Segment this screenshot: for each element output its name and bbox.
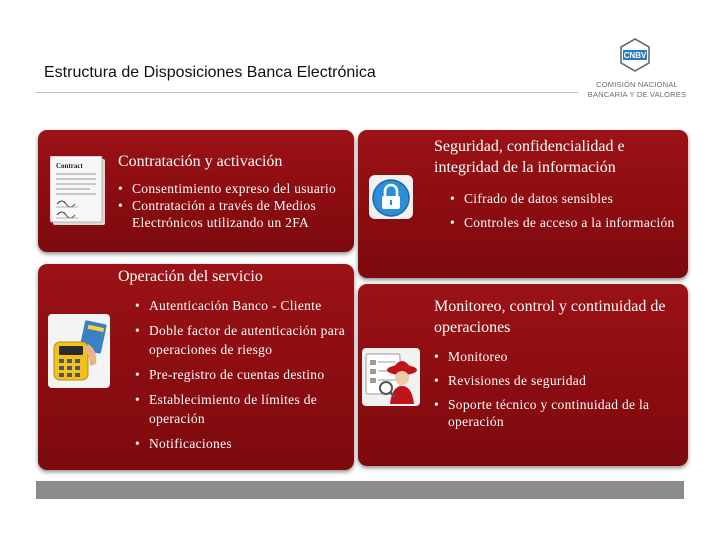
cnbv-badge-icon xyxy=(618,38,652,72)
list-item: • Contratación a través de Medios Electrónicos utilizando un 2FA xyxy=(118,197,348,231)
list-item: • Controles de acceso a la información xyxy=(450,212,682,234)
list-item: • Soporte técnico y continuidad de la operación xyxy=(434,396,684,430)
panel-contratacion xyxy=(38,130,354,252)
bullet-list xyxy=(450,188,682,234)
panel-title: Seguridad, confidencialidad e integridad de la información xyxy=(434,138,625,176)
svg-text:Contract: Contract xyxy=(56,162,83,170)
panel-title: Operación del servicio xyxy=(118,268,263,285)
panel-title: Contratación y activación xyxy=(118,153,283,170)
page-title: Estructura de Disposiciones Banca Electrónica xyxy=(44,64,376,81)
panel-monitoreo xyxy=(358,284,688,466)
contract-document-icon xyxy=(50,156,110,228)
spy-monitor-icon xyxy=(362,348,420,406)
list-item: • Pre-registro de cuentas destino xyxy=(135,365,347,384)
logo-line-2: BANCARIA Y DE VALORES xyxy=(587,90,687,99)
list-item: • Autenticación Banco - Cliente xyxy=(135,296,347,315)
list-item: • Notificaciones xyxy=(135,434,347,453)
svg-text:CNBV: CNBV xyxy=(623,51,647,60)
list-item: • Consentimiento expreso del usuario xyxy=(118,180,348,197)
title-divider xyxy=(36,92,578,93)
list-item: • Establecimiento de límites de operación xyxy=(135,390,347,428)
panel-operacion xyxy=(38,264,354,470)
panel-seguridad xyxy=(358,130,688,278)
bullet-list xyxy=(434,348,684,430)
padlock-icon xyxy=(368,174,414,220)
list-item: • Revisiones de seguridad xyxy=(434,372,684,389)
logo-line-1: COMISIÓN NACIONAL xyxy=(596,80,678,89)
list-item: • Doble factor de autenticación para operaciones de riesgo xyxy=(135,321,347,359)
panel-title: Monitoreo, control y continuidad de operaciones xyxy=(434,298,666,336)
cnbv-logo xyxy=(582,38,692,108)
bullet-list xyxy=(135,296,347,453)
bullet-list xyxy=(118,180,348,231)
card-terminal-icon xyxy=(48,314,110,388)
list-item: • Monitoreo xyxy=(434,348,684,365)
list-item: • Cifrado de datos sensibles xyxy=(450,188,682,210)
footer-bar xyxy=(36,481,684,499)
